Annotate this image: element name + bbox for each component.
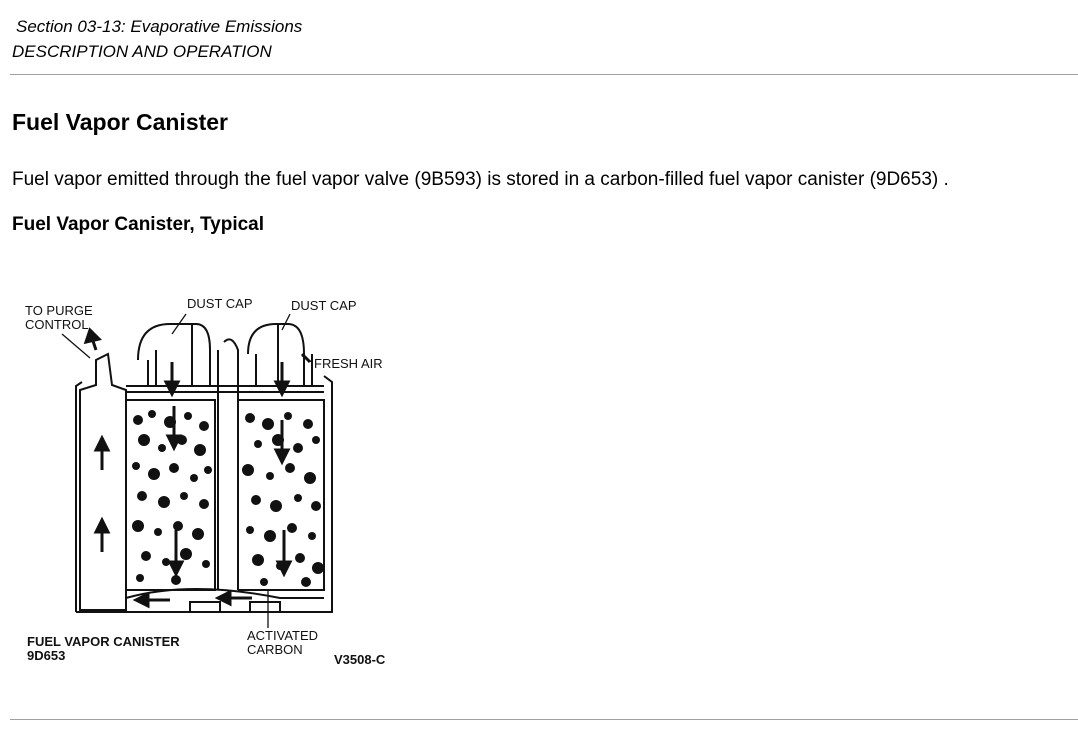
bottom-divider <box>10 719 1078 720</box>
label-fresh-air: FRESH AIR <box>314 356 383 371</box>
top-divider <box>10 74 1078 75</box>
label-canister-name: FUEL VAPOR CANISTER 9D653 <box>27 634 180 663</box>
label-to-purge-control: TO PURGE CONTROL <box>25 303 93 332</box>
section-title: Section 03-13: Evaporative Emissions <box>16 17 303 36</box>
canister-figure <box>20 290 400 680</box>
section-header <box>12 14 302 64</box>
canister-diagram <box>20 290 400 680</box>
figure-title: Fuel Vapor Canister, Typical <box>12 214 265 235</box>
label-dust-cap-left: DUST CAP <box>187 296 253 311</box>
page-title: Fuel Vapor Canister <box>12 109 229 135</box>
label-activated-carbon: ACTIVATED CARBON <box>247 628 319 657</box>
label-dust-cap-right: DUST CAP <box>291 298 357 313</box>
label-figure-code: V3508-C <box>334 652 386 667</box>
subsection-title: DESCRIPTION AND OPERATION <box>12 42 272 61</box>
description-paragraph: Fuel vapor emitted through the fuel vapor valve (9B593) is stored in a carbon-filled fuel vapor canister (9D653) . <box>12 169 949 190</box>
